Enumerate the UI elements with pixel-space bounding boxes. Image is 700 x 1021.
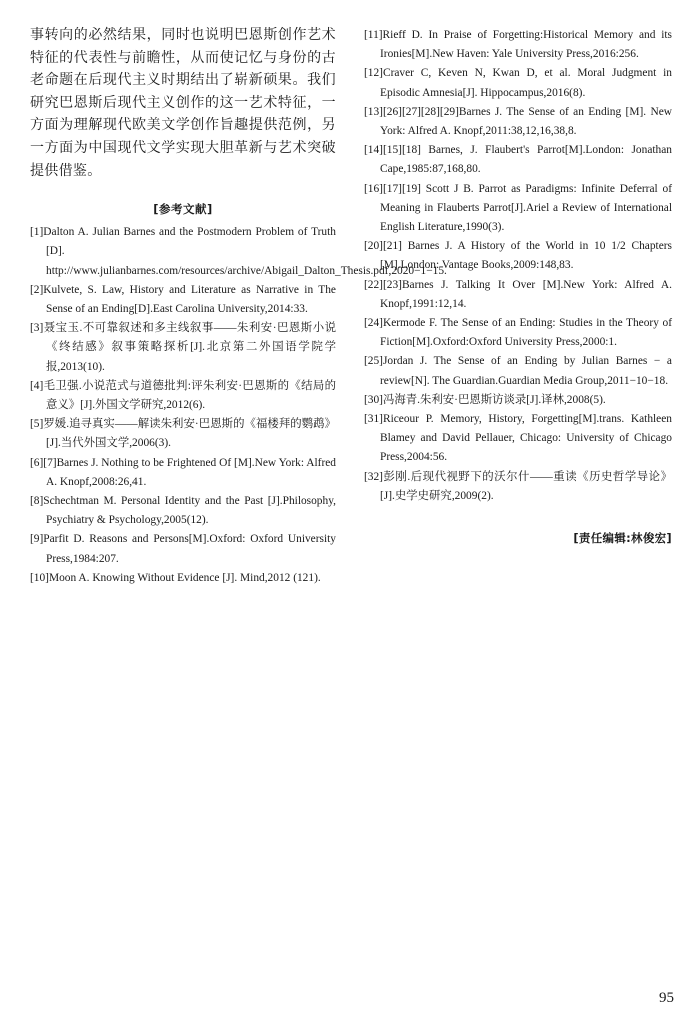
reference-item: [2]Kulvete, S. Law, History and Literature as Narrative in The Sense of an Ending[D].East Carolina University,2014:33. bbox=[30, 283, 336, 315]
editor-credit: [责任编辑:林俊宏] bbox=[573, 531, 672, 546]
reference-item: [3]聂宝玉.不可靠叙述和多主线叙事——朱利安·巴恩斯小说《终结感》叙事策略探析[J].北京第二外国语学院学报,2013(10). bbox=[30, 322, 336, 373]
reference-list-left bbox=[30, 223, 447, 588]
reference-item: [4]毛卫强.小说范式与道德批判:评朱利安·巴恩斯的《结局的意义》[J].外国文学研究,2012(6). bbox=[30, 379, 336, 411]
reference-item: [1]Dalton A. Julian Barnes and the Postmodern Problem of Truth [D]. http://www.julianbarnes.com/resources/archive/Abigail_Dalton_Thesis.pdf,2020−1−15. bbox=[30, 226, 447, 277]
reference-item: [30]冯海青.朱利安·巴恩斯访谈录[J].译林,2008(5). bbox=[364, 393, 606, 406]
left-column bbox=[30, 0, 447, 588]
body-paragraph: 事转向的必然结果，同时也说明巴恩斯创作艺术特征的代表性与前瞻性，从而使记忆与身份的古老命题在后现代主义时期结出了崭新硕果。我们研究巴恩斯后现代主义创作的这一艺术特征，一方面为理解现代欧美文学创作旨趣提供范例，另一方面为中国现代文学实现大胆革新与艺术突破提供借鉴。 bbox=[30, 27, 336, 179]
page-number: 95 bbox=[659, 990, 674, 1006]
reference-item: [5]罗媛.追寻真实——解读朱利安·巴恩斯的《福楼拜的鹦鹉》[J].当代外国文学,2006(3). bbox=[30, 418, 336, 450]
reference-item: [13][26][27][28][29]Barnes J. The Sense of an Ending [M]. New York: Alfred A. Knopf,2011:38,12,16,38,8. bbox=[364, 105, 672, 138]
reference-item: [16][17][19] Scott J B. Parrot as Paradigms: Infinite Deferral of Meaning in Flauberts Parrot[J].Ariel a Review of International English Literature,1990(3). bbox=[364, 182, 672, 234]
references-heading: [参考文献] bbox=[153, 202, 213, 217]
reference-item: [14][15][18] Barnes, J. Flaubert's Parrot[M].London: Jonathan Cape,1985:87,168,80. bbox=[364, 144, 672, 176]
reference-item: [9]Parfit D. Reasons and Persons[M].Oxford: Oxford University Press,1984:207. bbox=[30, 533, 336, 565]
reference-item: [12]Craver C, Keven N, Kwan D, et al. Moral Judgment in Episodic Amnesia[J]. Hippocampus,2016(8). bbox=[364, 67, 672, 99]
reference-item: [31]Riceour P. Memory, History, Forgetting[M].trans. Kathleen Blamey and David Pellauer, Chicago: University of Chicago Press,2004:56. bbox=[364, 413, 672, 464]
reference-item: [6][7]Barnes J. Nothing to be Frightened Of [M].New York: Alfred A. Knopf,2008:26,41. bbox=[30, 456, 336, 488]
reference-item: [10]Moon A. Knowing Without Evidence [J]. Mind,2012 (121). bbox=[30, 571, 321, 584]
reference-item: [24]Kermode F. The Sense of an Ending: Studies in the Theory of Fiction[M].Oxford:Oxford University Press,2000:1. bbox=[364, 317, 672, 349]
reference-item: [25]Jordan J. The Sense of an Ending by Julian Barnes − a review[N]. The Guardian.Guardian Media Group,2011−10−18. bbox=[364, 355, 672, 387]
reference-item: [32]彭刚.后现代视野下的沃尔什——重读《历史哲学导论》[J].史学史研究,2009(2). bbox=[364, 470, 672, 502]
right-column bbox=[364, 0, 672, 546]
reference-item: [11]Rieff D. In Praise of Forgetting:Historical Memory and its Ironies[M].New Haven: Yale University Press,2016:256. bbox=[364, 29, 672, 61]
reference-item: [8]Schechtman M. Personal Identity and the Past [J].Philosophy, Psychiatry & Psychology,2005(12). bbox=[30, 495, 336, 527]
reference-item: [20][21] Barnes J. A History of the World in 10 1/2 Chapters [M].London: Vantage Books,2009:148,83. bbox=[364, 240, 672, 272]
reference-item: [22][23]Barnes J. Talking It Over [M].New York: Alfred A. Knopf,1991:12,14. bbox=[364, 278, 672, 310]
reference-list-right bbox=[364, 0, 672, 506]
